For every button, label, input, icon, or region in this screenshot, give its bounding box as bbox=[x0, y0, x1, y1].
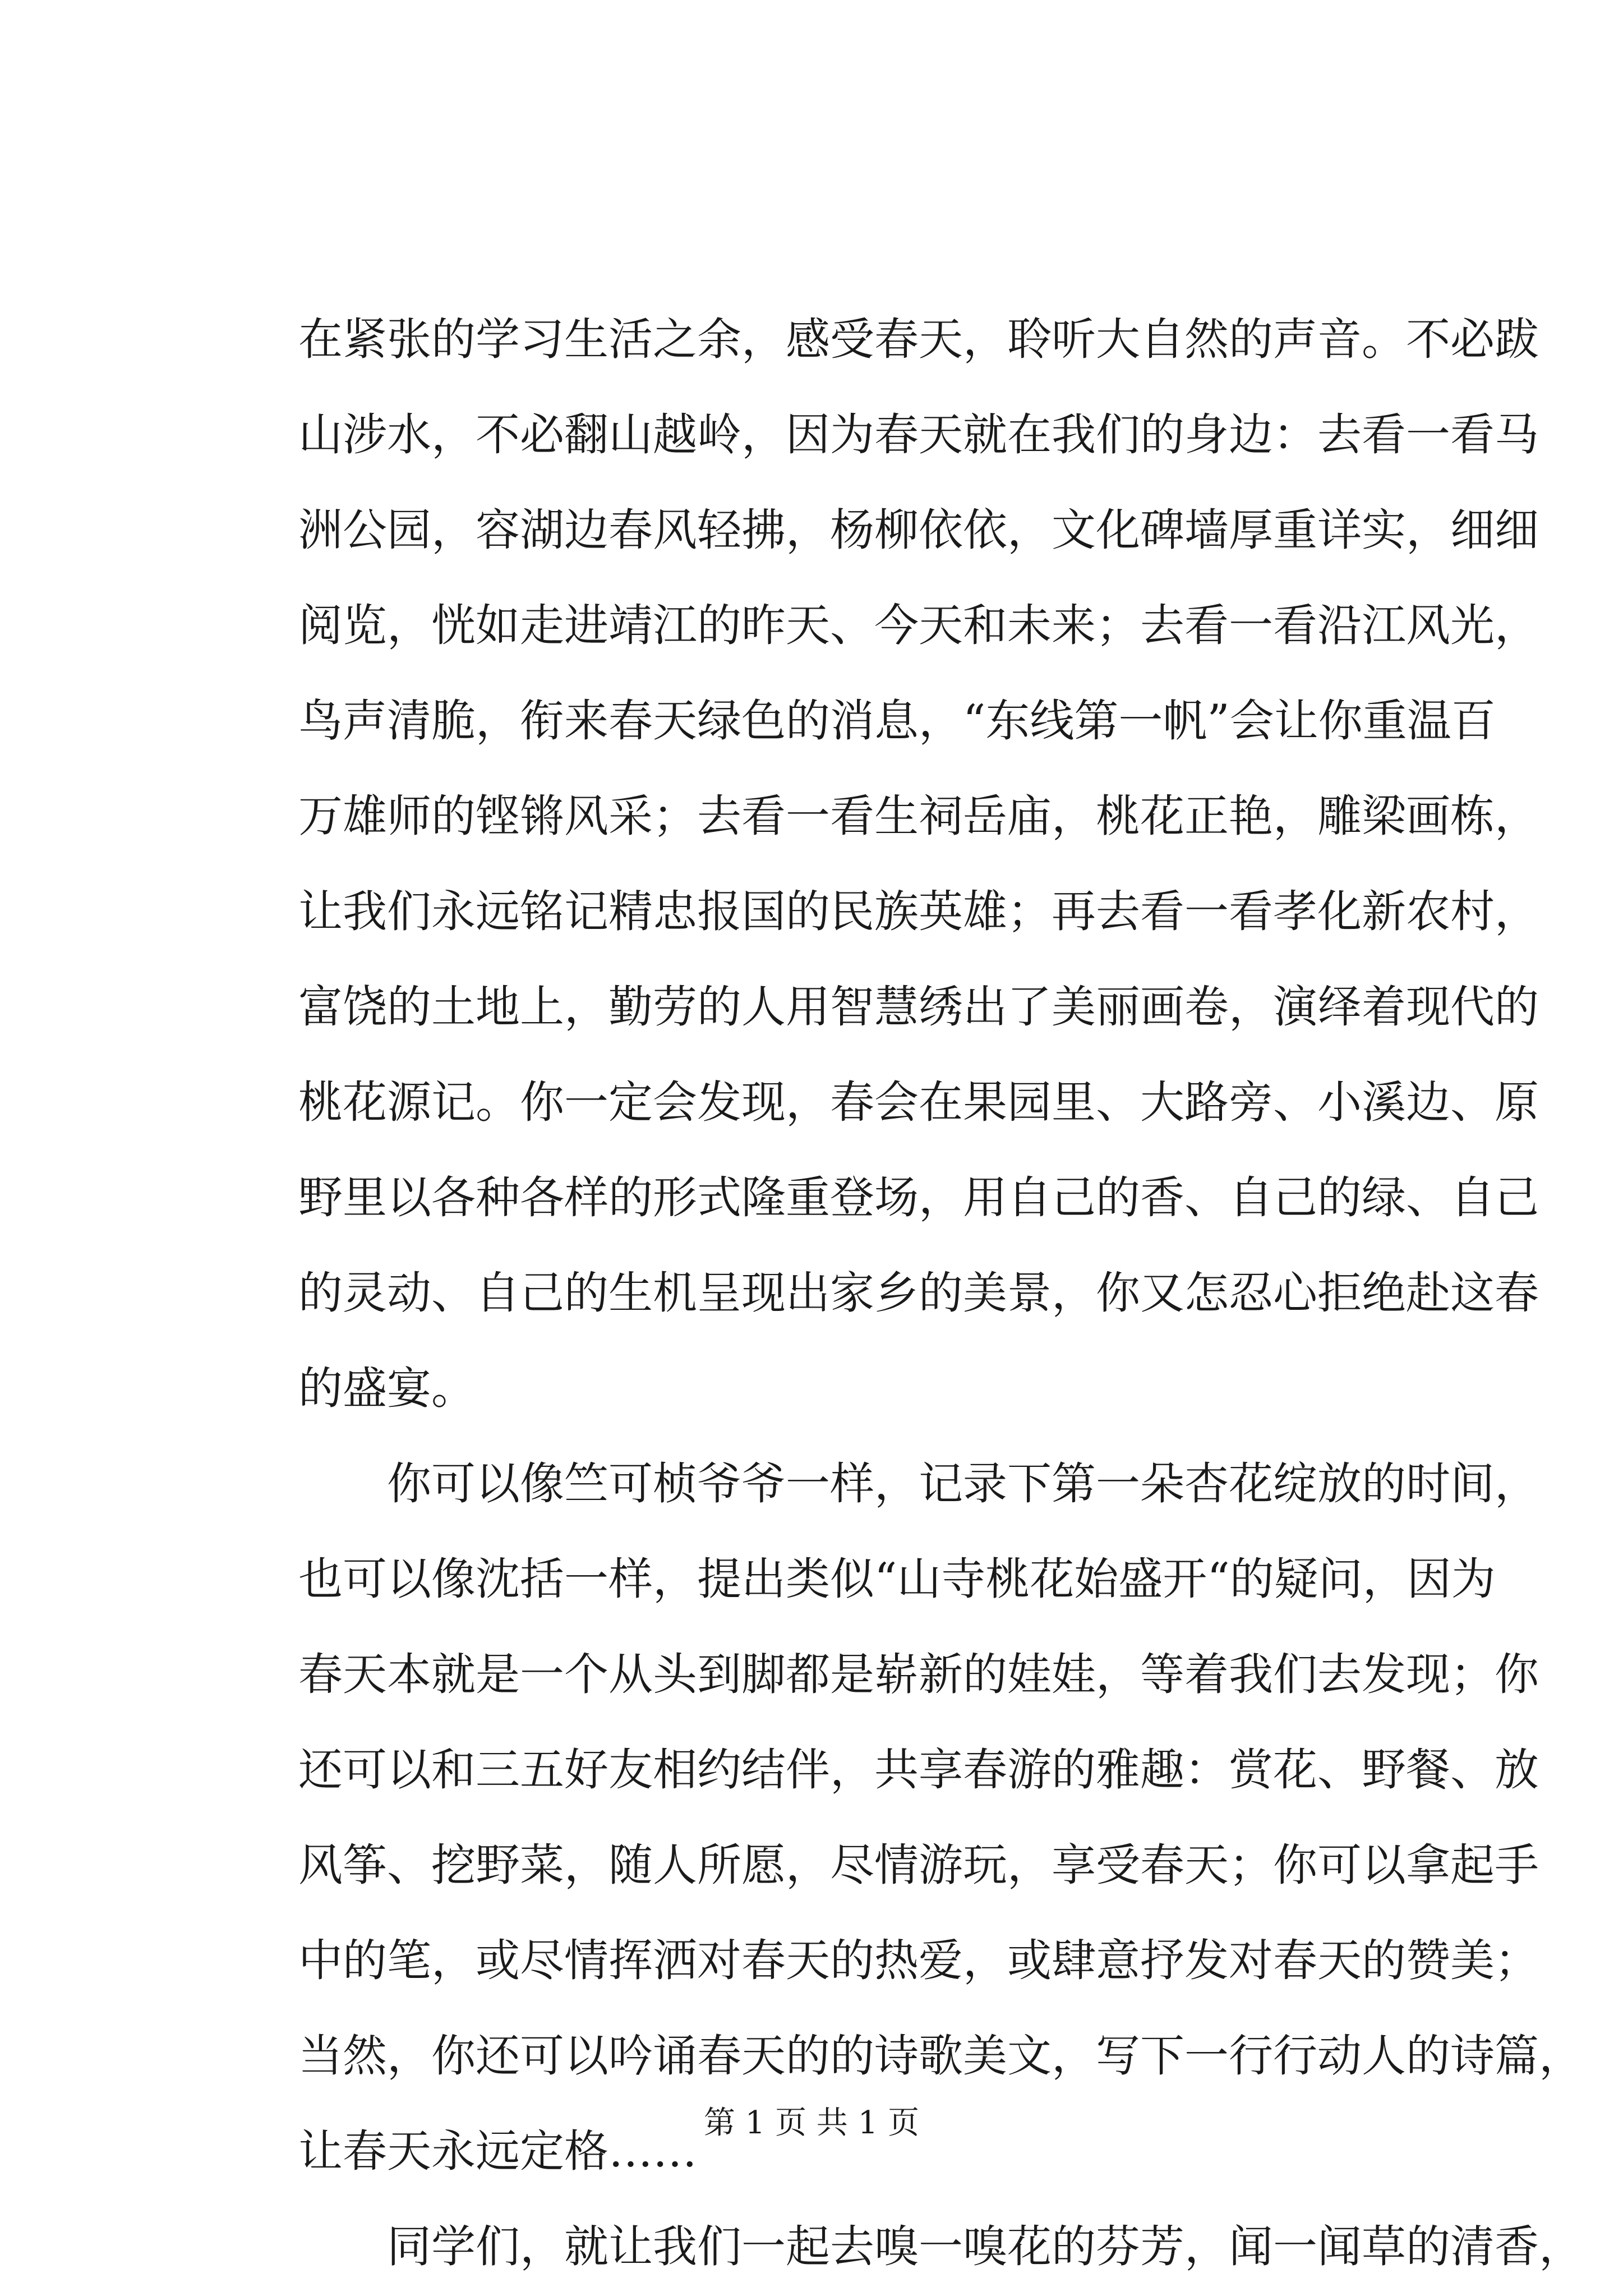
paragraph-2-line: 风筝、挖野菜，随人所愿，尽情游玩，享受春天；你可以拿起手 bbox=[298, 1839, 1539, 1891]
paragraph-1-line: 桃花源记。你一定会发现，春会在果园里、大路旁、小溪边、原 bbox=[298, 1076, 1539, 1128]
paragraph-1-line: 洲公园，容湖边春风轻拂，杨柳依依，文化碑墙厚重详实，细细 bbox=[298, 504, 1539, 556]
paragraph-2-line: 春天本就是一个从头到脚都是崭新的娃娃，等着我们去发现；你 bbox=[298, 1649, 1539, 1700]
page-footer: 第 1 页 共 1 页 bbox=[703, 2105, 920, 2141]
paragraph-1-line: 让我们永远铭记精忠报国的民族英雄；再去看一看孝化新农村， bbox=[298, 886, 1539, 937]
paragraph-2-line: 当然，你还可以吟诵春天的的诗歌美文，写下一行行动人的诗篇， bbox=[298, 2030, 1583, 2082]
paragraph-2-line: 还可以和三五好友相约结伴，共享春游的雅趣：赏花、野餐、放 bbox=[298, 1744, 1539, 1796]
paragraph-2-line: 让春天永远定格…… bbox=[298, 2125, 697, 2177]
paragraph-1-line: 阅览，恍如走进靖江的昨天、今天和未来；去看一看沿江风光， bbox=[298, 600, 1539, 651]
paragraph-3-line: 同学们，就让我们一起去嗅一嗅花的芬芳，闻一闻草的清香， bbox=[387, 2221, 1583, 2272]
document-body bbox=[298, 292, 1583, 2294]
paragraph-1-line: 鸟声清脆，衔来春天绿色的消息，“东线第一帆”会让你重温百 bbox=[298, 695, 1496, 747]
paragraph-1-line: 山涉水，不必翻山越岭，因为春天就在我们的身边：去看一看马 bbox=[298, 409, 1539, 461]
paragraph-1-line: 野里以各种各样的形式隆重登场，用自己的香、自己的绿、自己 bbox=[298, 1172, 1539, 1223]
paragraph-2-line: 中的笔，或尽情挥洒对春天的热爱，或肆意抒发对春天的赞美； bbox=[298, 1935, 1539, 1986]
paragraph-1-line: 富饶的土地上，勤劳的人用智慧绣出了美丽画卷，演绎着现代的 bbox=[298, 981, 1539, 1033]
paragraph-1-line: 的灵动、自己的生机呈现出家乡的美景，你又怎忍心拒绝赴这春 bbox=[298, 1267, 1539, 1319]
paragraph-2-line: 你可以像竺可桢爷爷一样，记录下第一朵杏花绽放的时间， bbox=[387, 1458, 1539, 1510]
paragraph-1-line: 的盛宴。 bbox=[298, 1363, 476, 1414]
paragraph-1-line: 在紧张的学习生活之余，感受春天，聆听大自然的声音。不必跋 bbox=[298, 314, 1539, 365]
paragraph-2-line: 也可以像沈括一样，提出类似“山寺桃花始盛开“的疑问，因为 bbox=[298, 1553, 1496, 1605]
paragraph-1-line: 万雄师的铿锵风采；去看一看生祠岳庙，桃花正艳，雕梁画栋， bbox=[298, 790, 1539, 842]
